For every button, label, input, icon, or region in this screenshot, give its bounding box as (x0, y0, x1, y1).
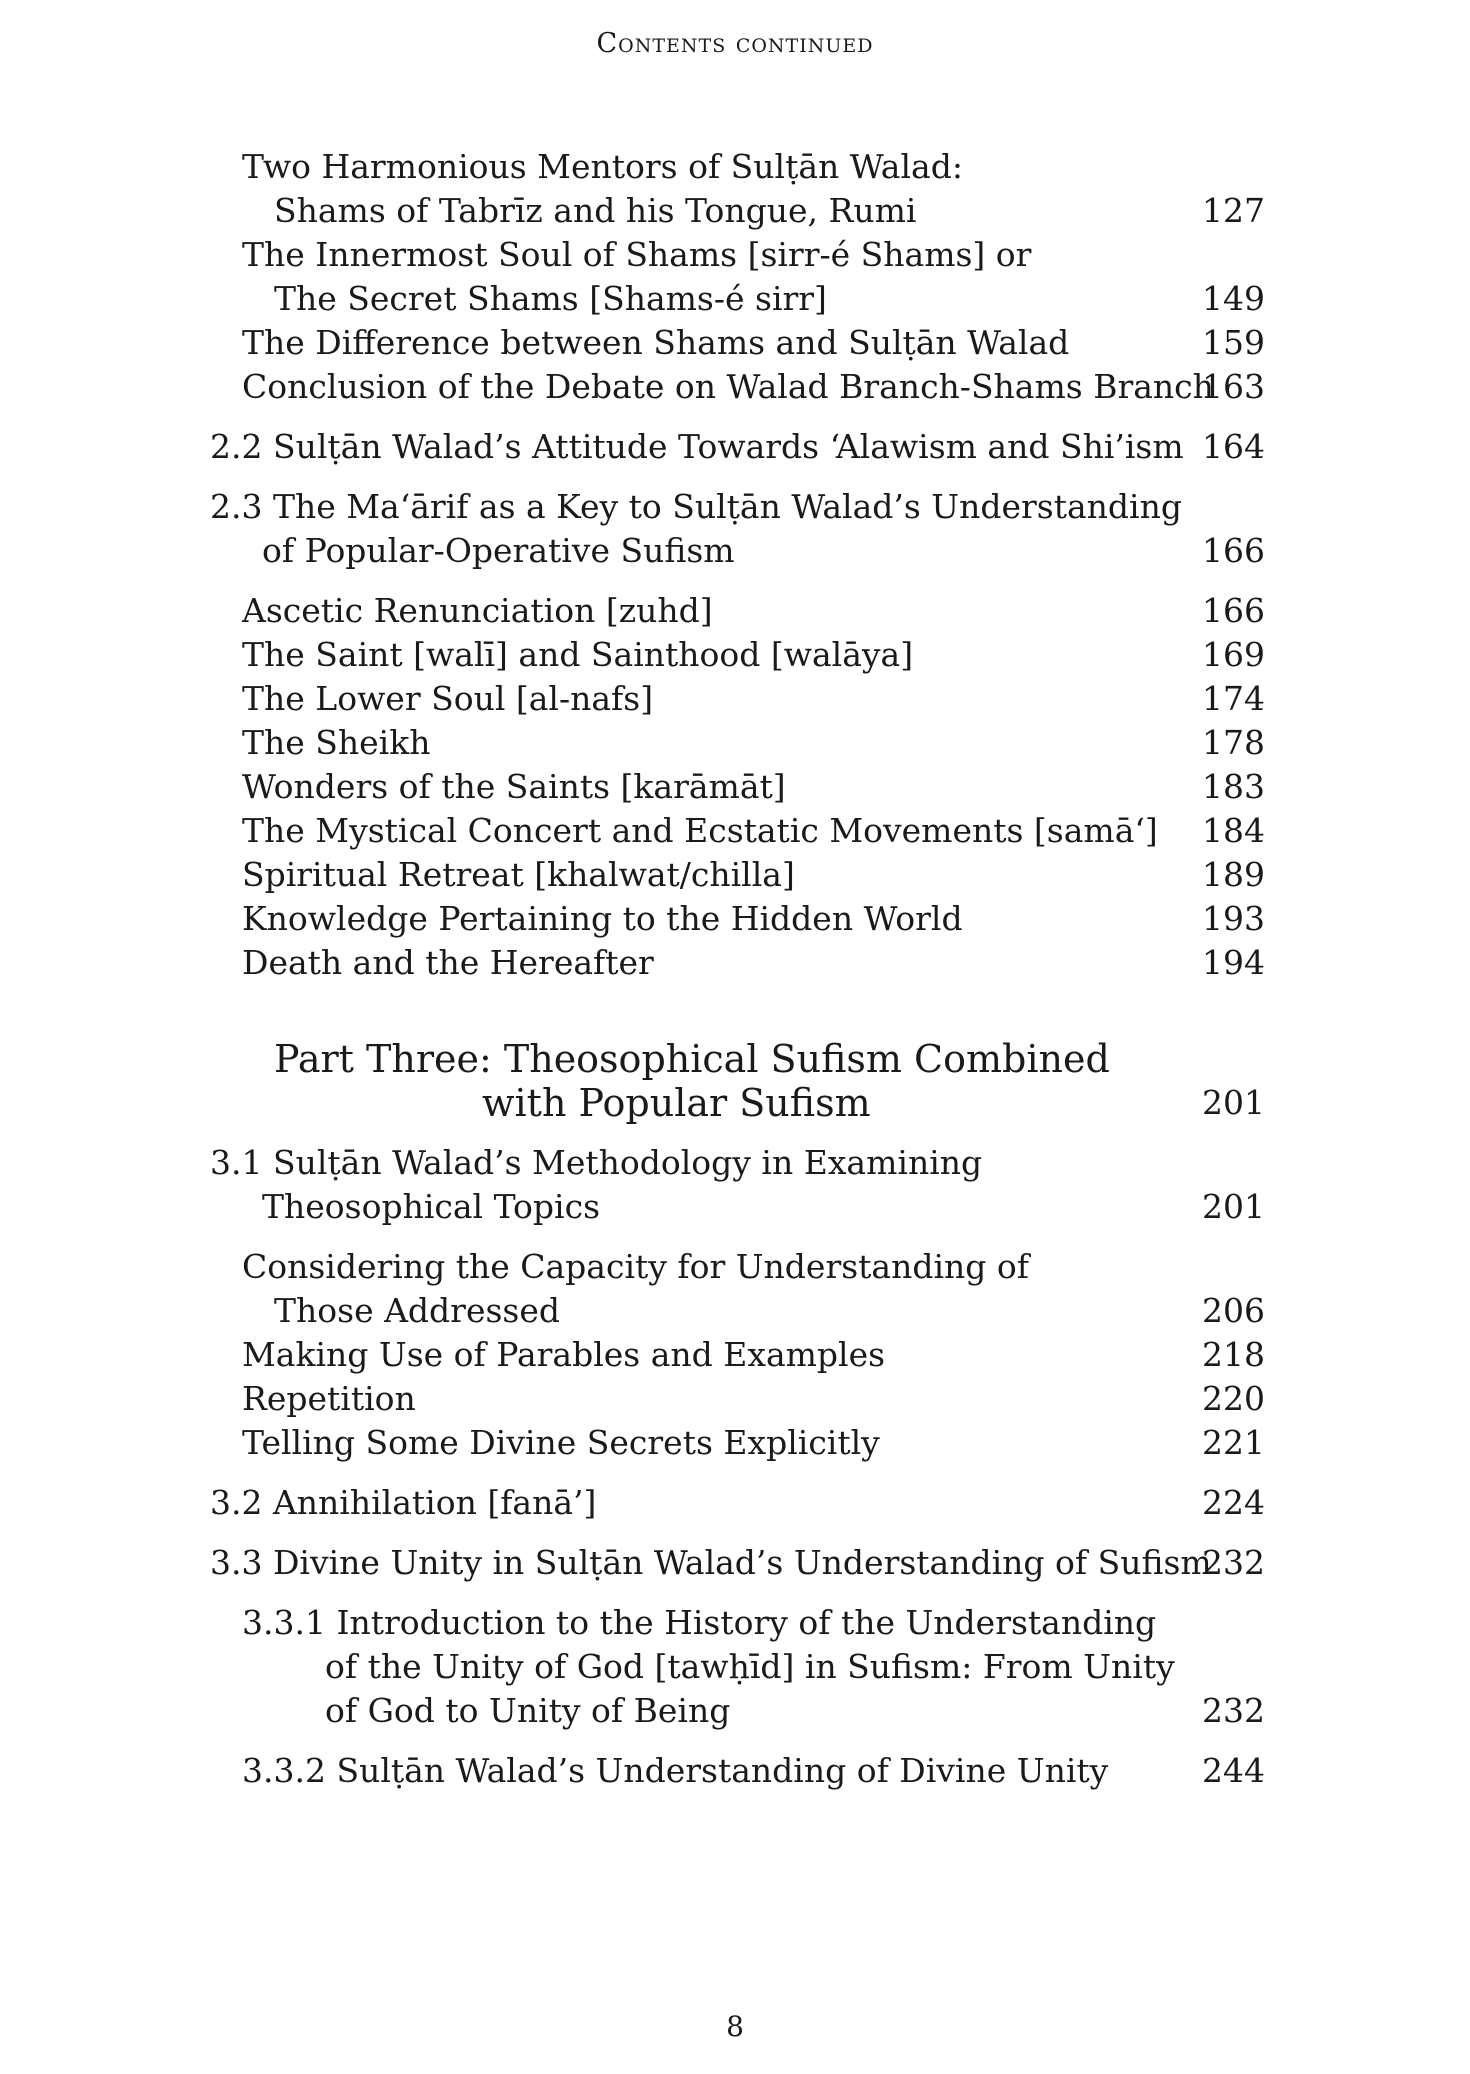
toc-entry-page: 232 (1202, 1543, 1265, 1582)
toc-entry (0, 145, 1470, 233)
toc-entry-line: 2.3 The Ma‘ārif as a Key to Sulṭān Walad’s Understanding (210, 487, 1182, 526)
toc-entry-line: Those Addressed (274, 1291, 560, 1330)
toc-entry (0, 1421, 1470, 1465)
toc-entry-line: of God to Unity of Being (325, 1691, 731, 1730)
toc-entry-page: 201 (1202, 1187, 1265, 1226)
toc-entry (0, 365, 1470, 409)
table-of-contents (0, 145, 1470, 1793)
toc-entry-page: 194 (1202, 943, 1265, 982)
toc-entry-page: 184 (1202, 811, 1265, 850)
toc-entry-page: 159 (1202, 323, 1265, 362)
toc-entry (0, 853, 1470, 897)
toc-entry-page: 224 (1202, 1483, 1265, 1522)
toc-entry-page: 163 (1202, 367, 1265, 406)
toc-entry-line: Making Use of Parables and Examples (242, 1335, 886, 1374)
toc-entry (0, 425, 1470, 469)
running-header: Contents continued (596, 28, 874, 59)
toc-entry-line: 2.2 Sulṭān Walad’s Attitude Towards ‘Alawism and Shi’ism (210, 427, 1184, 466)
toc-entry (0, 1749, 1470, 1793)
toc-entry-page: 166 (1202, 531, 1265, 570)
toc-entry (0, 721, 1470, 765)
page-number: 8 (726, 2010, 744, 2043)
toc-entry-page: 164 (1202, 427, 1265, 466)
toc-entry (0, 677, 1470, 721)
part-heading (0, 1037, 1470, 1125)
toc-entry-page: 244 (1202, 1751, 1265, 1790)
toc-entry (0, 1245, 1470, 1333)
toc-entry-line: Spiritual Retreat [khalwat/chilla] (242, 855, 795, 894)
toc-entry (0, 765, 1470, 809)
toc-entry (0, 1333, 1470, 1377)
toc-entry-page: 232 (1202, 1691, 1265, 1730)
toc-entry-line: of Popular-Operative Sufism (262, 531, 735, 570)
toc-entry (0, 809, 1470, 853)
toc-entry-line: Ascetic Renunciation [zuhd] (242, 591, 713, 630)
toc-entry-page: 183 (1202, 767, 1265, 806)
toc-entry-page: 218 (1202, 1335, 1265, 1374)
toc-entry (0, 485, 1470, 573)
toc-entry-line: The Difference between Shams and Sulṭān Walad (242, 323, 1070, 362)
toc-entry-line: 3.2 Annihilation [fanā’] (210, 1483, 597, 1522)
toc-entry-page: 127 (1202, 191, 1265, 230)
toc-entry-line: The Lower Soul [al-nafs] (242, 679, 654, 718)
toc-entry (0, 1377, 1470, 1421)
toc-entry-line: 3.3 Divine Unity in Sulṭān Walad’s Understanding of Sufism (210, 1543, 1212, 1582)
toc-entry-line: The Mystical Concert and Ecstatic Movements [samā‘] (242, 811, 1158, 850)
toc-entry-page: 206 (1202, 1291, 1265, 1330)
toc-entry-line: Considering the Capacity for Understanding of (242, 1247, 1029, 1286)
toc-entry (0, 897, 1470, 941)
toc-entry-page: 220 (1202, 1379, 1265, 1418)
toc-entry-page: 193 (1202, 899, 1265, 938)
toc-entry-page: 221 (1202, 1423, 1265, 1462)
toc-entry-line: Death and the Hereafter (242, 943, 654, 982)
toc-entry-page: 178 (1202, 723, 1265, 762)
toc-entry (0, 1481, 1470, 1525)
toc-entry-line: with Popular Sufism (482, 1081, 871, 1125)
toc-entry-page: 189 (1202, 855, 1265, 894)
toc-entry-line: 3.3.1 Introduction to the History of the Understanding (242, 1603, 1157, 1642)
toc-entry-line: The Sheikh (242, 723, 431, 762)
toc-entry-line: 3.3.2 Sulṭān Walad’s Understanding of Divine Unity (242, 1751, 1109, 1790)
toc-entry-line: of the Unity of God [tawḥīd] in Sufism: From Unity (325, 1647, 1175, 1686)
toc-entry-page: 169 (1202, 635, 1265, 674)
toc-entry-line: Two Harmonious Mentors of Sulṭān Walad: (242, 147, 963, 186)
toc-entry-line: Knowledge Pertaining to the Hidden World (242, 899, 963, 938)
toc-entry-line: The Secret Shams [Shams-é sirr] (274, 279, 827, 318)
toc-entry (0, 233, 1470, 321)
toc-entry-page: 166 (1202, 591, 1265, 630)
toc-entry-page: 174 (1202, 679, 1265, 718)
toc-entry (0, 589, 1470, 633)
toc-entry (0, 1541, 1470, 1585)
toc-entry-line: 3.1 Sulṭān Walad’s Methodology in Examining (210, 1143, 983, 1182)
toc-entry-line: The Saint [walī] and Sainthood [walāya] (242, 635, 914, 674)
toc-entry-line: Repetition (242, 1379, 416, 1418)
toc-entry-line: Theosophical Topics (262, 1187, 601, 1226)
toc-entry-line: Part Three: Theosophical Sufism Combined (274, 1037, 1110, 1081)
toc-entry-line: Conclusion of the Debate on Walad Branch-Shams Branch (242, 367, 1214, 406)
toc-entry (0, 633, 1470, 677)
toc-entry (0, 941, 1470, 985)
toc-entry (0, 321, 1470, 365)
toc-entry (0, 1141, 1470, 1229)
toc-entry-line: The Innermost Soul of Shams [sirr-é Shams] or (242, 235, 1032, 274)
toc-entry (0, 1601, 1470, 1733)
toc-entry-line: Wonders of the Saints [karāmāt] (242, 767, 786, 806)
toc-entry-page: 201 (1202, 1083, 1265, 1122)
toc-entry-page: 149 (1202, 279, 1265, 318)
toc-entry-line: Shams of Tabrīz and his Tongue, Rumi (274, 191, 917, 230)
toc-entry-line: Telling Some Divine Secrets Explicitly (242, 1423, 880, 1462)
